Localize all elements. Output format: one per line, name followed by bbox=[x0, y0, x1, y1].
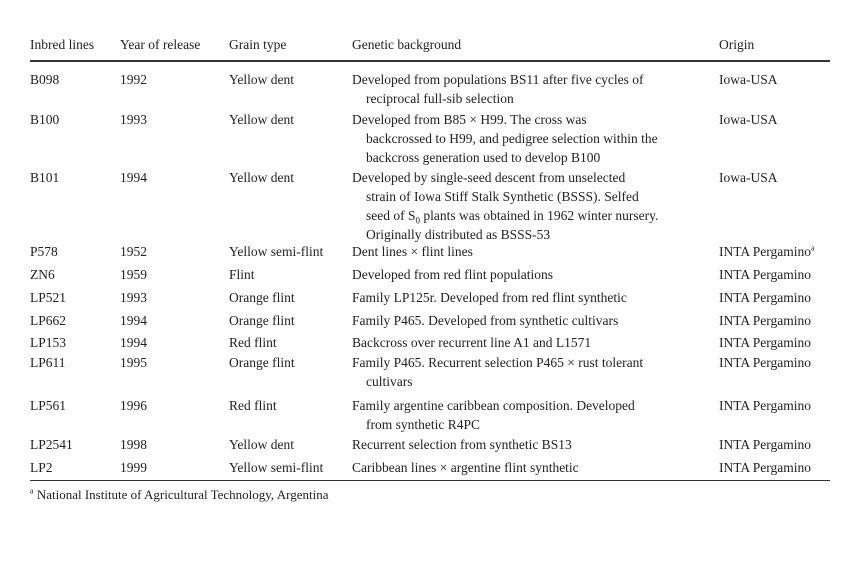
genetic-line bbox=[352, 206, 712, 225]
genetic-line: Dent lines × flint lines bbox=[352, 244, 473, 259]
cell-year: 1992 bbox=[120, 72, 147, 87]
cell-grain-type: Yellow semi-flint bbox=[229, 244, 324, 259]
genetic-line: backcross generation used to develop B100 bbox=[366, 150, 601, 165]
cell-inbred-line: LP2541 bbox=[30, 437, 73, 452]
genetic-line: cultivars bbox=[366, 374, 413, 389]
cell-grain-type: Red flint bbox=[229, 335, 277, 350]
cell-inbred-line: LP521 bbox=[30, 290, 67, 305]
cell-genetic-background bbox=[352, 265, 712, 284]
header-origin: Origin bbox=[719, 37, 755, 52]
genetic-line: Developed from populations BS11 after five cycles of bbox=[352, 72, 644, 87]
cell-grain-type: Yellow dent bbox=[229, 437, 295, 452]
genetic-line: Developed from B85 × H99. The cross was bbox=[352, 112, 587, 127]
cell-genetic-background bbox=[352, 353, 712, 391]
genetic-line: Recurrent selection from synthetic BS13 bbox=[352, 437, 572, 452]
cell-origin: INTA Pergamino bbox=[719, 437, 812, 452]
cell-genetic-background bbox=[352, 435, 712, 454]
cell-inbred-line: LP153 bbox=[30, 335, 67, 350]
footnote-mark: a bbox=[30, 486, 34, 496]
cell-grain-type: Orange flint bbox=[229, 290, 295, 305]
cell-year: 1994 bbox=[120, 170, 147, 185]
cell-year: 1995 bbox=[120, 355, 147, 370]
cell-origin: Iowa-USA bbox=[719, 170, 778, 185]
cell-origin: INTA Pergamino bbox=[719, 355, 812, 370]
cell-inbred-line: LP561 bbox=[30, 398, 67, 413]
cell-year: 1998 bbox=[120, 437, 147, 452]
cell-origin: Iowa-USA bbox=[719, 72, 778, 87]
cell-grain-type: Orange flint bbox=[229, 313, 295, 328]
cell-origin: INTA Pergamino bbox=[719, 290, 812, 305]
cell-genetic-background bbox=[352, 242, 712, 261]
cell-genetic-background bbox=[352, 458, 712, 477]
cell-genetic-background bbox=[352, 110, 712, 167]
cell-origin: INTA Pergamino$^a$ bbox=[719, 243, 815, 259]
cell-year: 1993 bbox=[120, 290, 147, 305]
cell-grain-type: Yellow dent bbox=[229, 170, 295, 185]
cell-inbred-line: B100 bbox=[30, 112, 60, 127]
cell-origin: INTA Pergamino bbox=[719, 398, 812, 413]
cell-grain-type: Yellow dent bbox=[229, 112, 295, 127]
cell-year: 1994 bbox=[120, 313, 147, 328]
cell-year: 1993 bbox=[120, 112, 147, 127]
cell-inbred-line: P578 bbox=[30, 244, 58, 259]
cell-year: 1959 bbox=[120, 267, 147, 282]
header-inbred-lines: Inbred lines bbox=[30, 37, 95, 52]
bottom-rule bbox=[30, 480, 830, 481]
cell-inbred-line: ZN6 bbox=[30, 267, 55, 282]
table-header bbox=[30, 37, 830, 57]
cell-genetic-background bbox=[352, 168, 712, 244]
cell-inbred-line: LP662 bbox=[30, 313, 67, 328]
cell-grain-type: Yellow dent bbox=[229, 72, 295, 87]
genetic-line: Originally distributed as BSSS-53 bbox=[366, 227, 551, 242]
genetic-line: Family argentine caribbean composition. Developed bbox=[352, 398, 635, 413]
genetic-text: seed of S bbox=[366, 208, 416, 223]
cell-inbred-line: LP2 bbox=[30, 460, 53, 475]
header-genetic-background: Genetic background bbox=[352, 37, 462, 52]
header-rule bbox=[30, 60, 830, 62]
cell-year: 1996 bbox=[120, 398, 147, 413]
genetic-text: plants was obtained in 1962 winter nursery. bbox=[420, 208, 659, 223]
cell-inbred-line: LP611 bbox=[30, 355, 66, 370]
genetic-line: strain of Iowa Stiff Stalk Synthetic (BSSS). Selfed bbox=[366, 189, 639, 204]
cell-grain-type: Flint bbox=[229, 267, 255, 282]
cell-genetic-background bbox=[352, 333, 712, 352]
subscript: 0 bbox=[415, 215, 420, 226]
footnote-text: National Institute of Agricultural Technology, Argentina bbox=[36, 487, 329, 502]
cell-genetic-background bbox=[352, 311, 712, 330]
origin-footnote-mark: a bbox=[811, 243, 815, 253]
genetic-line: Family LP125r. Developed from red flint synthetic bbox=[352, 290, 627, 305]
cell-grain-type: Red flint bbox=[229, 398, 277, 413]
cell-grain-type: Orange flint bbox=[229, 355, 295, 370]
cell-genetic-background bbox=[352, 396, 712, 434]
cell-genetic-background bbox=[352, 288, 712, 307]
cell-origin: INTA Pergamino bbox=[719, 335, 812, 350]
header-grain-type: Grain type bbox=[229, 37, 287, 52]
cell-origin: Iowa-USA bbox=[719, 112, 778, 127]
cell-origin: INTA Pergamino bbox=[719, 267, 812, 282]
cell-inbred-line: B098 bbox=[30, 72, 60, 87]
genetic-line: reciprocal full-sib selection bbox=[366, 91, 514, 106]
footnote bbox=[30, 487, 328, 503]
cell-inbred-line: B101 bbox=[30, 170, 60, 185]
header-year-of-release: Year of release bbox=[120, 37, 201, 52]
genetic-line: from synthetic R4PC bbox=[366, 417, 480, 432]
cell-year: 1994 bbox=[120, 335, 147, 350]
genetic-line: Family P465. Recurrent selection P465 × rust tolerant bbox=[352, 355, 644, 370]
cell-year: 1999 bbox=[120, 460, 147, 475]
cell-origin: INTA Pergamino bbox=[719, 313, 812, 328]
genetic-line: backcrossed to H99, and pedigree selection within the bbox=[366, 131, 658, 146]
genetic-line: Family P465. Developed from synthetic cultivars bbox=[352, 313, 619, 328]
cell-origin: INTA Pergamino bbox=[719, 460, 812, 475]
genetic-line: Backcross over recurrent line A1 and L1571 bbox=[352, 335, 592, 350]
cell-genetic-background bbox=[352, 70, 712, 108]
genetic-line: Developed by single-seed descent from unselected bbox=[352, 170, 626, 185]
cell-year: 1952 bbox=[120, 244, 147, 259]
genetic-line: Developed from red flint populations bbox=[352, 267, 553, 282]
cell-grain-type: Yellow semi-flint bbox=[229, 460, 324, 475]
genetic-line: Caribbean lines × argentine flint synthetic bbox=[352, 460, 579, 475]
